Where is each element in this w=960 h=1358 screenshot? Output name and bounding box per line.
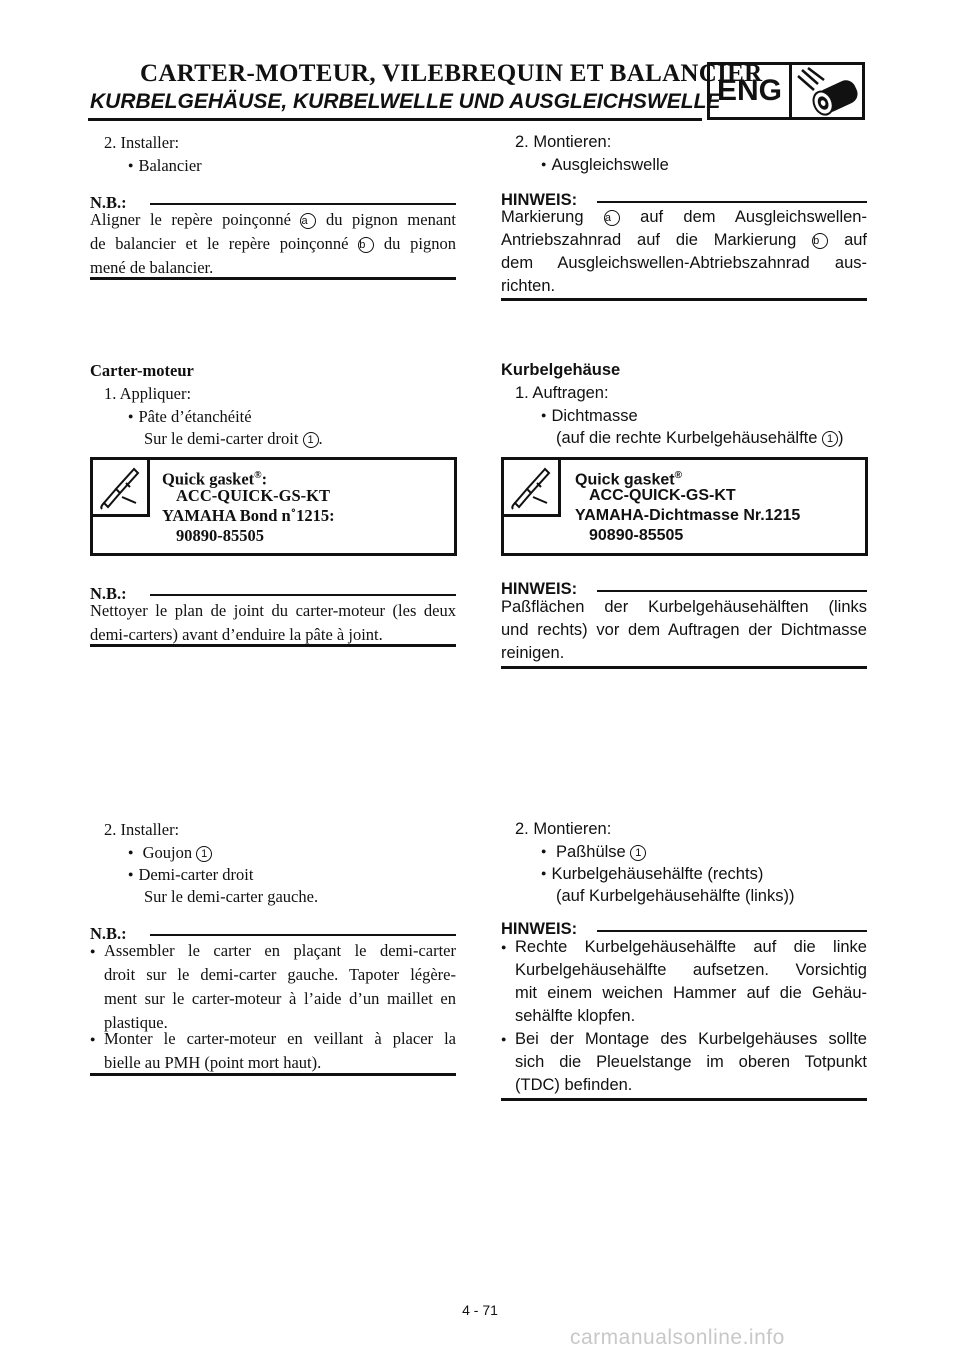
de-item-passhuelse: ● Paßhülse 1 bbox=[541, 840, 646, 865]
mark-a: a bbox=[604, 210, 620, 226]
fr-item-balancier: ● Balancier bbox=[128, 153, 202, 178]
de-hw3-b1-line-1: Rechte Kurbelgehäusehälfte auf die linke bbox=[515, 938, 867, 956]
fr-heading-carter: Carter-moteur bbox=[90, 361, 194, 380]
fr-tool-line-3: YAMAHA Bond n˚1215: bbox=[162, 506, 335, 525]
fr-nb2-line-2: demi-carters) avant d’enduire la pâte à joint. bbox=[90, 625, 383, 644]
de-hw3-b2-line-2: sich die Pleuelstange im oberen Totpunkt bbox=[515, 1053, 867, 1071]
de-hinweis-end-rule-1 bbox=[501, 298, 867, 301]
fr-item-demi-carter: ● Demi-carter droit bbox=[128, 862, 253, 887]
fr-item-paste: ● Pâte d’étanchéité bbox=[128, 404, 252, 429]
de-hinweis-rule-2 bbox=[597, 590, 867, 592]
de-item-dichtmasse: ● Dichtmasse bbox=[541, 404, 638, 429]
de-item-kurbelgehaeusehaelfte: ● Kurbelgehäusehälfte (rechts) bbox=[541, 862, 763, 887]
bullet-icon: ● bbox=[90, 1034, 96, 1044]
fr-step-install-2: 2. Installer: bbox=[104, 820, 180, 839]
de-hw1-line-4: richten. bbox=[501, 277, 556, 295]
fr-step-install: 2. Installer: bbox=[104, 133, 180, 152]
fr-nb3-b1-line-1: Assembler le carter en plaçant le demi-carter bbox=[104, 941, 456, 960]
de-hw2-line-3: reinigen. bbox=[501, 644, 565, 662]
fr-nb-line-1: Aligner le repère poinçonné a du pignon menant bbox=[90, 210, 456, 229]
de-hinweis-label-2: HINWEIS: bbox=[501, 580, 578, 598]
de-tool-line-4: 90890-85505 bbox=[589, 527, 684, 544]
de-hinweis-end-rule-3 bbox=[501, 1098, 867, 1101]
de-step-montieren-2: 2. Montieren: bbox=[515, 820, 612, 838]
de-sub-left-case: (auf Kurbelgehäusehälfte (links)) bbox=[556, 887, 795, 905]
de-hw3-b1-line-3: mit einem weichen Hammer auf die Gehäu- bbox=[515, 984, 867, 1002]
fr-nb-line-3: mené de balancier. bbox=[90, 258, 214, 277]
page-number: 4 - 71 bbox=[462, 1302, 498, 1318]
de-heading-kurbelgehaeuse: Kurbelgehäuse bbox=[501, 361, 621, 379]
de-hinweis-label-1: HINWEIS: bbox=[501, 191, 578, 209]
de-hinweis-label-3: HINWEIS: bbox=[501, 920, 578, 938]
fr-nb-rule-3 bbox=[150, 934, 456, 936]
de-step-auftragen: 1. Auftragen: bbox=[515, 384, 609, 402]
fr-nb-label-2: N.B.: bbox=[90, 584, 127, 603]
fr-nb3-b2-line-1: Monter le carter-moteur en veillant à placer la bbox=[104, 1029, 456, 1048]
fr-nb-end-rule-3 bbox=[90, 1073, 456, 1076]
page-title-de: KURBELGEHÄUSE, KURBELWELLE UND AUSGLEICHSWELLE bbox=[90, 90, 721, 113]
de-hw3-b2-line-3: (TDC) befinden. bbox=[515, 1076, 633, 1094]
fr-sub-right-case: Sur le demi-carter droit 1 . bbox=[144, 429, 323, 448]
de-hw1-line-1: Markierung a auf dem Ausgleichswellen- bbox=[501, 208, 867, 226]
engine-parts-icon bbox=[796, 66, 862, 116]
mark-b: b bbox=[812, 233, 828, 249]
fr-tool-line-2: ACC-QUICK-GS-KT bbox=[176, 486, 331, 505]
fr-nb3-b1-line-2: droit sur le demi-carter gauche. Tapoter légère- bbox=[104, 965, 456, 984]
ref-1: 1 bbox=[196, 846, 212, 862]
de-item-ausgleichswelle: ● Ausgleichswelle bbox=[541, 153, 669, 178]
fr-nb-label-3: N.B.: bbox=[90, 924, 127, 943]
fr-nb-line-2: de balancier et le repère poinçonné b du pignon bbox=[90, 234, 456, 253]
de-hw2-line-1: Paßflächen der Kurbelgehäusehälften (links bbox=[501, 598, 867, 616]
watermark: carmanualsonline.info bbox=[570, 1326, 785, 1349]
bullet-icon: ● bbox=[90, 946, 96, 956]
fr-nb-end-rule-2 bbox=[90, 644, 456, 647]
fr-nb-rule-2 bbox=[150, 594, 456, 596]
de-step-montieren: 2. Montieren: bbox=[515, 133, 612, 151]
ref-1: 1 bbox=[303, 432, 319, 448]
de-tool-line-3: YAMAHA-Dichtmasse Nr.1215 bbox=[575, 507, 801, 524]
de-hw1-line-2: Antriebszahnrad auf die Markierung b auf bbox=[501, 231, 867, 249]
eng-badge-divider bbox=[789, 62, 792, 120]
fr-nb3-b1-line-4: plastique. bbox=[104, 1013, 168, 1032]
fr-tool-line-4: 90890-85505 bbox=[176, 526, 264, 545]
de-hw3-b1-line-2: Kurbelgehäusehälfte aufsetzen. Vorsichtig bbox=[515, 961, 867, 979]
de-hinweis-end-rule-2 bbox=[501, 666, 867, 669]
bullet-icon: ● bbox=[501, 1034, 507, 1044]
fr-nb2-line-1: Nettoyer le plan de joint du carter-moteur (les deux bbox=[90, 601, 456, 620]
page-title-fr: CARTER-MOTEUR, VILEBREQUIN ET BALANCIER bbox=[140, 60, 763, 87]
sealant-applicator-icon bbox=[96, 463, 144, 511]
ref-1: 1 bbox=[822, 431, 838, 447]
de-hw2-line-2: und rechts) vor dem Auftragen der Dichtmasse bbox=[501, 621, 867, 639]
fr-item-goujon: ● Goujon 1 bbox=[128, 840, 212, 865]
eng-badge-label: ENG bbox=[717, 74, 783, 107]
sealant-applicator-icon bbox=[507, 463, 555, 511]
ref-1: 1 bbox=[630, 845, 646, 861]
de-tool-line-1: Quick gasket® bbox=[575, 470, 682, 489]
fr-nb-label-1: N.B.: bbox=[90, 193, 127, 212]
mark-b: b bbox=[358, 237, 374, 253]
fr-tool-line-1: Quick gasket®: bbox=[162, 469, 268, 489]
de-hw3-b2-line-1: Bei der Montage des Kurbelgehäuses sollte bbox=[515, 1030, 867, 1048]
fr-nb3-b1-line-3: ment sur le carter-moteur à l’aide d’un maillet en bbox=[104, 989, 456, 1008]
fr-nb3-b2-line-2: bielle au PMH (point mort haut). bbox=[104, 1053, 322, 1072]
fr-step-apply: 1. Appliquer: bbox=[104, 384, 192, 403]
mark-a: a bbox=[300, 213, 316, 229]
de-hw1-line-3: dem Ausgleichswellen-Abtriebszahnrad aus- bbox=[501, 254, 867, 272]
fr-sub-left-case: Sur le demi-carter gauche. bbox=[144, 887, 319, 906]
de-tool-line-2: ACC-QUICK-GS-KT bbox=[589, 487, 736, 504]
de-sub-right-case: (auf die rechte Kurbelgehäusehälfte 1 ) bbox=[556, 429, 844, 447]
fr-nb-end-rule-1 bbox=[90, 277, 456, 280]
de-hinweis-rule-1 bbox=[597, 201, 867, 203]
fr-nb-rule-1 bbox=[150, 203, 456, 205]
de-hw3-b1-line-4: sehälfte klopfen. bbox=[515, 1007, 636, 1025]
de-hinweis-rule-3 bbox=[597, 930, 867, 932]
bullet-icon: ● bbox=[501, 942, 507, 952]
header-rule bbox=[88, 118, 702, 121]
